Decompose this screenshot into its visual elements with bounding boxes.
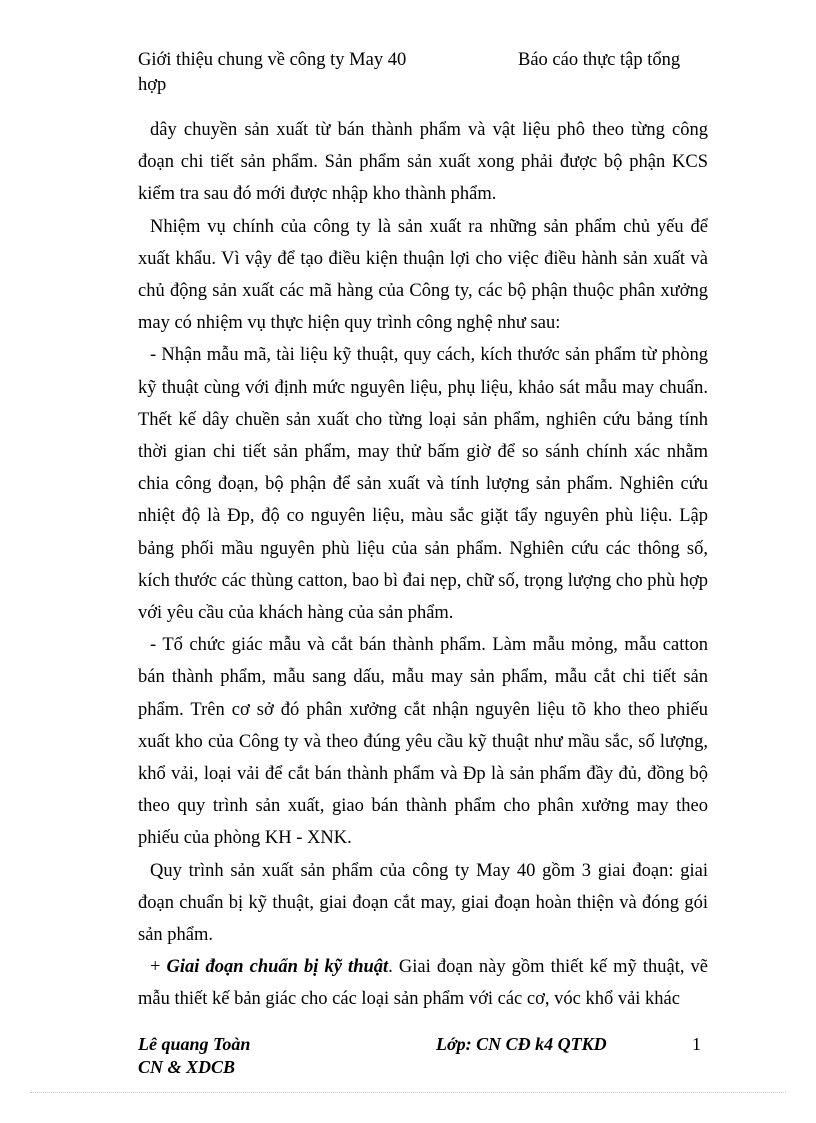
header-continuation: hợp (138, 75, 167, 95)
footer-class: Lớp: CN CĐ k4 QTKD (436, 1034, 607, 1054)
footer-department: CN & XDCB (138, 1057, 236, 1077)
paragraph-4: - Tổ chức giác mẫu và cắt bán thành phẩm. Làm mẫu mỏng, mẫu catton bán thành phẩm, mẫu sang dấu, mẫu may sản phẩm, mẫu cắt chi tiết sản phẩm. Trên cơ sở đó phân xưởng cắt nhận nguyên liệu tõ kho theo phiếu xuất kho của Công ty và theo đúng yêu cầu kỹ thuật như mầu sắc, số lượng, khổ vải, loại vải để cắt bán thành phẩm và Đp là sản phẩm đầy đủ, đồng bộ theo quy trình sản xuất, giao bán thành phẩm cho phân xưởng may theo phiếu của phòng KH - XNK. (138, 635, 708, 849)
paragraph-6-prefix: + (150, 957, 167, 978)
footer-author: Lê quang Toàn (138, 1034, 251, 1054)
document-body (138, 114, 708, 1016)
paragraph-6-rest: . Giai đoạn này gồm thiết kế mỹ thuật, vẽ mẫu thiết kế bản giác cho các loại sản phẩm với các cơ, vóc khổ vải khác (138, 957, 709, 1010)
page-number: 1 (692, 1034, 701, 1054)
paragraph-6-label: Giai đoạn chuẩn bị kỹ thuật (166, 957, 389, 978)
paragraph-1: dây chuyền sản xuất từ bán thành phẩm và vật liệu phô theo từng công đoạn chi tiết sản phẩm. Sản phẩm sản xuất xong phải được bộ phận KCS kiểm tra sau đó mới được nhập kho thành phẩm. (138, 120, 708, 205)
paragraph-2: Nhiệm vụ chính của công ty là sản xuất ra những sản phẩm chủ yếu để xuất khẩu. Vì vậy để tạo điều kiện thuận lợi cho việc điều hành sản xuất và chủ động sản xuất các mã hàng của Công ty, các bộ phận thuộc phân xưởng may có nhiệm vụ thực hiện quy trình công nghệ như sau: (138, 216, 708, 334)
paragraph-6 (138, 951, 708, 1015)
header-left-text: Giới thiệu chung về công ty May 40 (138, 50, 407, 70)
paragraph-3: - Nhận mẫu mã, tài liệu kỹ thuật, quy cách, kích thước sản phẩm từ phòng kỹ thuật cùng với định mức nguyên liệu, phụ liệu, khảo sát mẫu may chuẩn. Thết kế dây chuền sản xuất cho từng loại sản phẩm, nghiên cứu bảng tính thời gian chi tiết sản phẩm, may thử bấm giờ để so sánh chính xác nhằm chia công đoạn, bộ phận để sản xuất và tính lượng sản phẩm. Nghiên cứu nhiệt độ là Đp, độ co nguyên liệu, màu sắc giặt tẩy nguyên phù liệu. Lập bảng phối mầu nguyên phù liệu của sản phẩm. Nghiên cứu các thông số, kích thước các thùng catton, bao bì đai nẹp, chữ số, trọng lượng cho phù hợp với yêu cầu của khách hàng của sản phẩm. (138, 345, 708, 624)
page-bottom-divider (30, 1092, 786, 1093)
header-title-right: Báo cáo thực tập tổng (518, 50, 681, 70)
paragraph-5: Quy trình sản xuất sản phẩm của công ty May 40 gồm 3 giai đoạn: giai đoạn chuẩn bị kỹ thuật, giai đoạn cắt may, giai đoạn hoàn thiện và đóng gói sản phẩm. (138, 860, 708, 946)
